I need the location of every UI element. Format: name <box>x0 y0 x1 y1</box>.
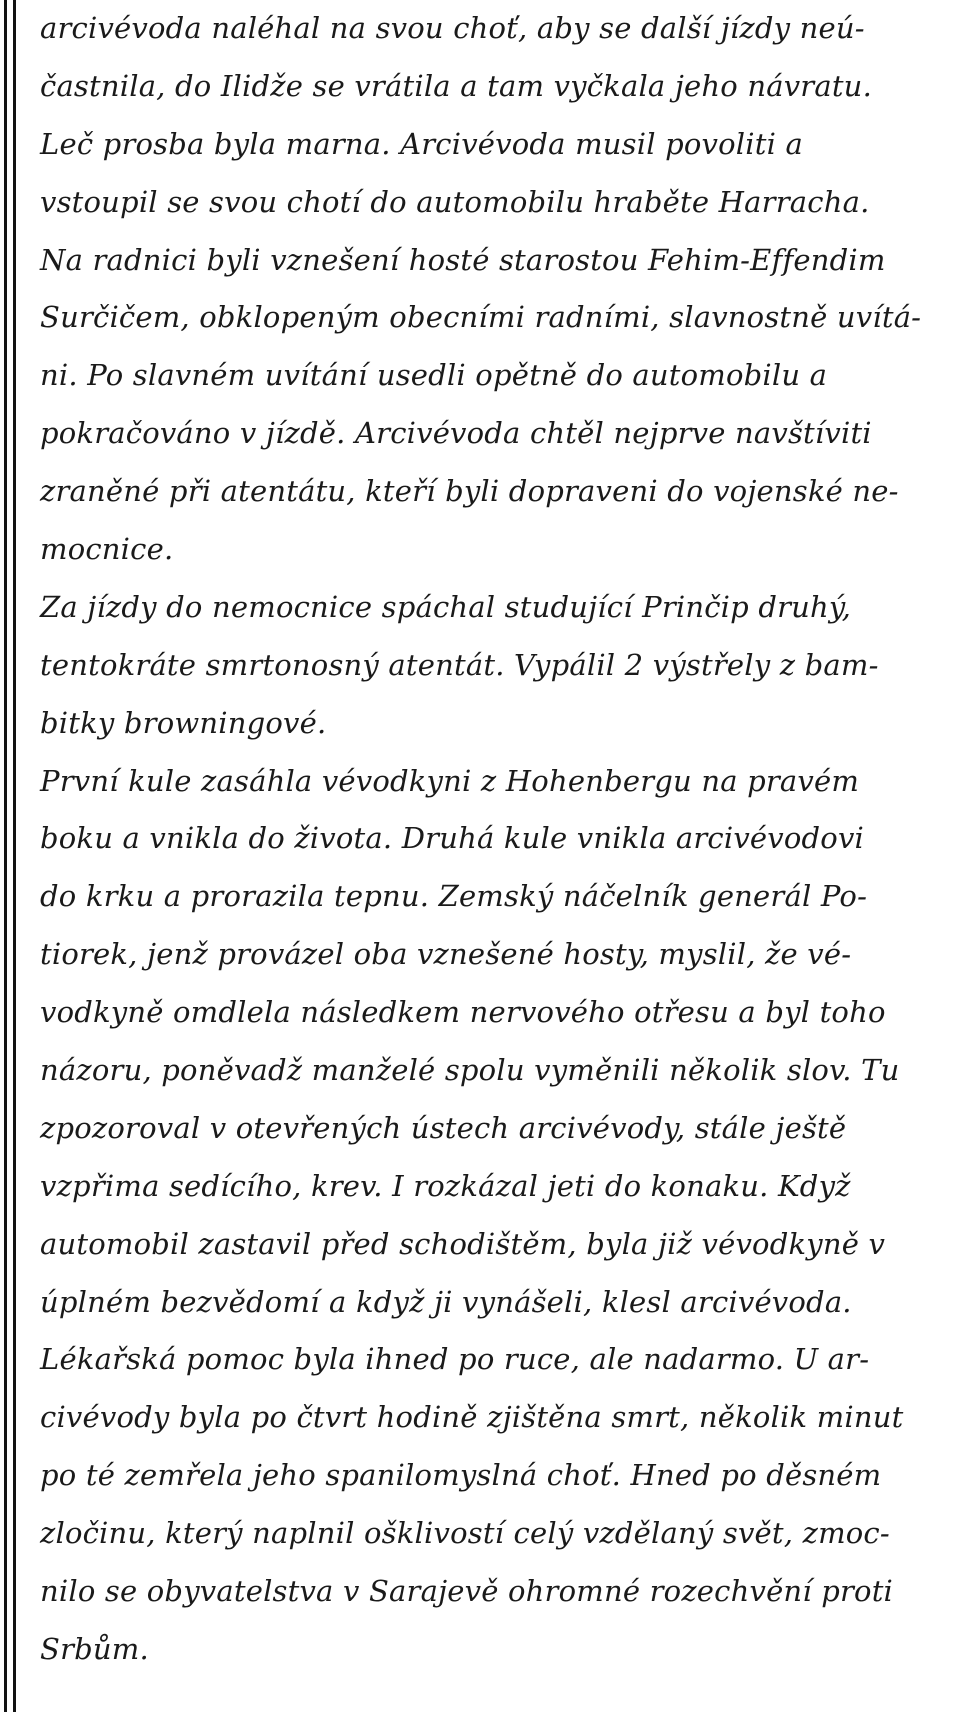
text-line: do krku a prorazila tepnu. Zemský náčelník generál Po- <box>40 879 868 914</box>
text-line: zraněné při atentátu, kteří byli dopraveni do vojenské ne- <box>40 474 899 509</box>
margin-rule-right <box>13 0 16 1712</box>
text-line: boku a vnikla do života. Druhá kule vnikla arcivévodovi <box>40 821 865 856</box>
text-line: mocnice. <box>40 532 174 567</box>
text-line: Za jízdy do nemocnice spáchal studující Prinčip druhý, <box>40 589 852 624</box>
text-line: názoru, poněvadž manželé spolu vyměnili několik slov. Tu <box>40 1053 900 1088</box>
text-line: častnila, do Ilidže se vrátila a tam vyčkala jeho návratu. <box>40 68 872 103</box>
text-line: Leč prosba byla marna. Arcivévoda musil povoliti a <box>40 126 803 161</box>
text-line: Na radnici byli vznešení hosté starostou Fehim-Effendim <box>40 242 886 277</box>
text-line: Lékařská pomoc byla ihned po ruce, ale nadarmo. U ar- <box>40 1342 870 1377</box>
text-line: civévody byla po čtvrt hodině zjištěna smrt, několik minut <box>40 1400 904 1435</box>
text-line: První kule zasáhla vévodkyni z Hohenbergu na pravém <box>40 763 860 798</box>
text-line: tiorek, jenž provázel oba vznešené hosty, myslil, že vé- <box>40 937 852 972</box>
text-line: zločinu, který naplnil ošklivostí celý vzdělaný svět, zmoc- <box>40 1516 890 1551</box>
text-line: vstoupil se svou chotí do automobilu hraběte Harracha. <box>40 184 870 219</box>
text-line: vodkyně omdlela následkem nervového otřesu a byl toho <box>40 995 886 1030</box>
text-line: po té zemřela jeho spanilomyslná choť. Hned po děsném <box>40 1458 882 1493</box>
text-line: automobil zastavil před schodištěm, byla již vévodkyně v <box>40 1226 886 1261</box>
text-line: nilo se obyvatelstva v Sarajevě ohromné rozechvění proti <box>40 1574 894 1609</box>
text-line: ni. Po slavném uvítání usedli opětně do automobilu a <box>40 358 828 393</box>
handwritten-text-body <box>40 0 952 1679</box>
text-line: tentokráte smrtonosný atentát. Vypálil 2 výstřely z bam- <box>40 647 879 682</box>
text-line: Srbům. <box>40 1631 149 1666</box>
text-line: úplném bezvědomí a když ji vynášeli, klesl arcivévoda. <box>40 1284 852 1319</box>
text-line: pokračováno v jízdě. Arcivévoda chtěl nejprve navštíviti <box>40 416 872 451</box>
text-line: Surčičem, obklopeným obecními radními, slavnostně uvítá- <box>40 300 922 335</box>
text-line: arcivévoda naléhal na svou choť, aby se další jízdy neú- <box>40 11 865 45</box>
text-line: zpozoroval v otevřených ústech arcivévody, stále ještě <box>40 1110 847 1145</box>
margin-rule-left <box>4 0 7 1712</box>
text-line: vzpřima sedícího, krev. I rozkázal jeti do konaku. Když <box>40 1168 851 1203</box>
text-line: bitky browningové. <box>40 705 327 740</box>
